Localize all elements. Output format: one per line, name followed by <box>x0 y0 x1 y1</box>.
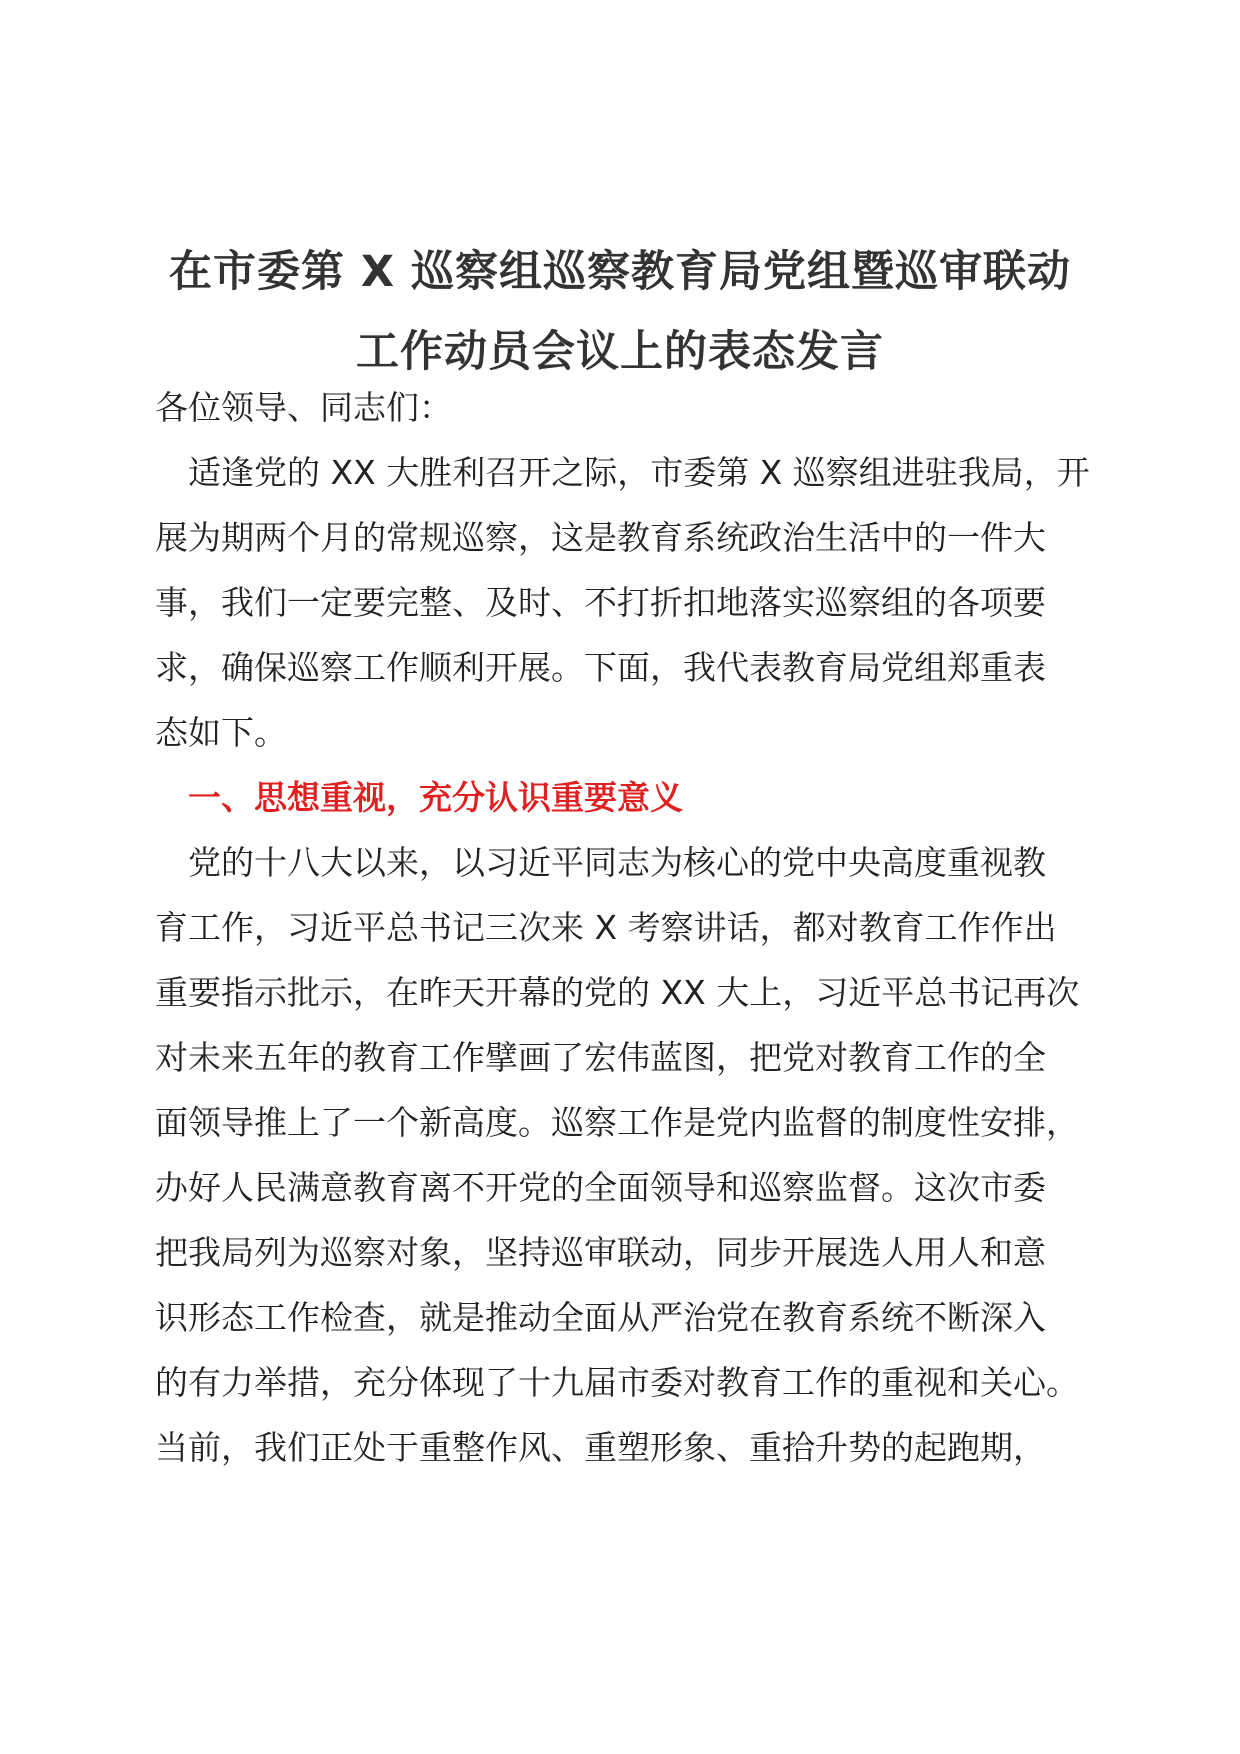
paragraph-2-line: 对未来五年的教育工作擘画了宏伟蓝图，把党对教育工作的全 <box>155 1038 1046 1077</box>
paragraph-2-line: 面领导推上了一个新高度。巡察工作是党内监督的制度性安排， <box>155 1103 1079 1142</box>
paragraph-2-line: 重要指示批示，在昨天开幕的党的 XX 大上，习近平总书记再次 <box>155 973 1080 1012</box>
paragraph-2-line: 把我局列为巡察对象，坚持巡审联动，同步开展选人用人和意 <box>155 1233 1046 1272</box>
paragraph-2-line: 党的十八大以来，以习近平同志为核心的党中央高度重视教 <box>188 843 1046 882</box>
paragraph-2-line: 的有力举措，充分体现了十九届市委对教育工作的重视和关心。 <box>155 1363 1079 1402</box>
title-line-2: 工作动员会议上的表态发言 <box>356 327 884 377</box>
paragraph-1-line: 求，确保巡察工作顺利开展。下面，我代表教育局党组郑重表 <box>155 648 1046 687</box>
document-title <box>120 232 1120 392</box>
title-line-1: 在市委第 X 巡察组巡察教育局党组暨巡审联动 <box>168 247 1072 297</box>
section-1-heading: 一、思想重视，充分认识重要意义 <box>188 778 683 817</box>
paragraph-2-line: 当前，我们正处于重整作风、重塑形象、重拾升势的起跑期， <box>155 1428 1046 1467</box>
document-body <box>155 375 1095 1480</box>
paragraph-2-line: 识形态工作检查，就是推动全面从严治党在教育系统不断深入 <box>155 1298 1046 1337</box>
paragraph-1-line: 展为期两个月的常规巡察，这是教育系统政治生活中的一件大 <box>155 518 1046 557</box>
paragraph-1-line: 态如下。 <box>155 713 287 752</box>
paragraph-1-line: 适逢党的 XX 大胜利召开之际，市委第 X 巡察组进驻我局，开 <box>188 453 1090 492</box>
salutation: 各位领导、同志们： <box>155 388 452 427</box>
paragraph-2-line: 办好人民满意教育离不开党的全面领导和巡察监督。这次市委 <box>155 1168 1046 1207</box>
paragraph-2-line: 育工作，习近平总书记三次来 X 考察讲话，都对教育工作作出 <box>155 908 1057 947</box>
paragraph-1-line: 事，我们一定要完整、及时、不打折扣地落实巡察组的各项要 <box>155 583 1046 622</box>
